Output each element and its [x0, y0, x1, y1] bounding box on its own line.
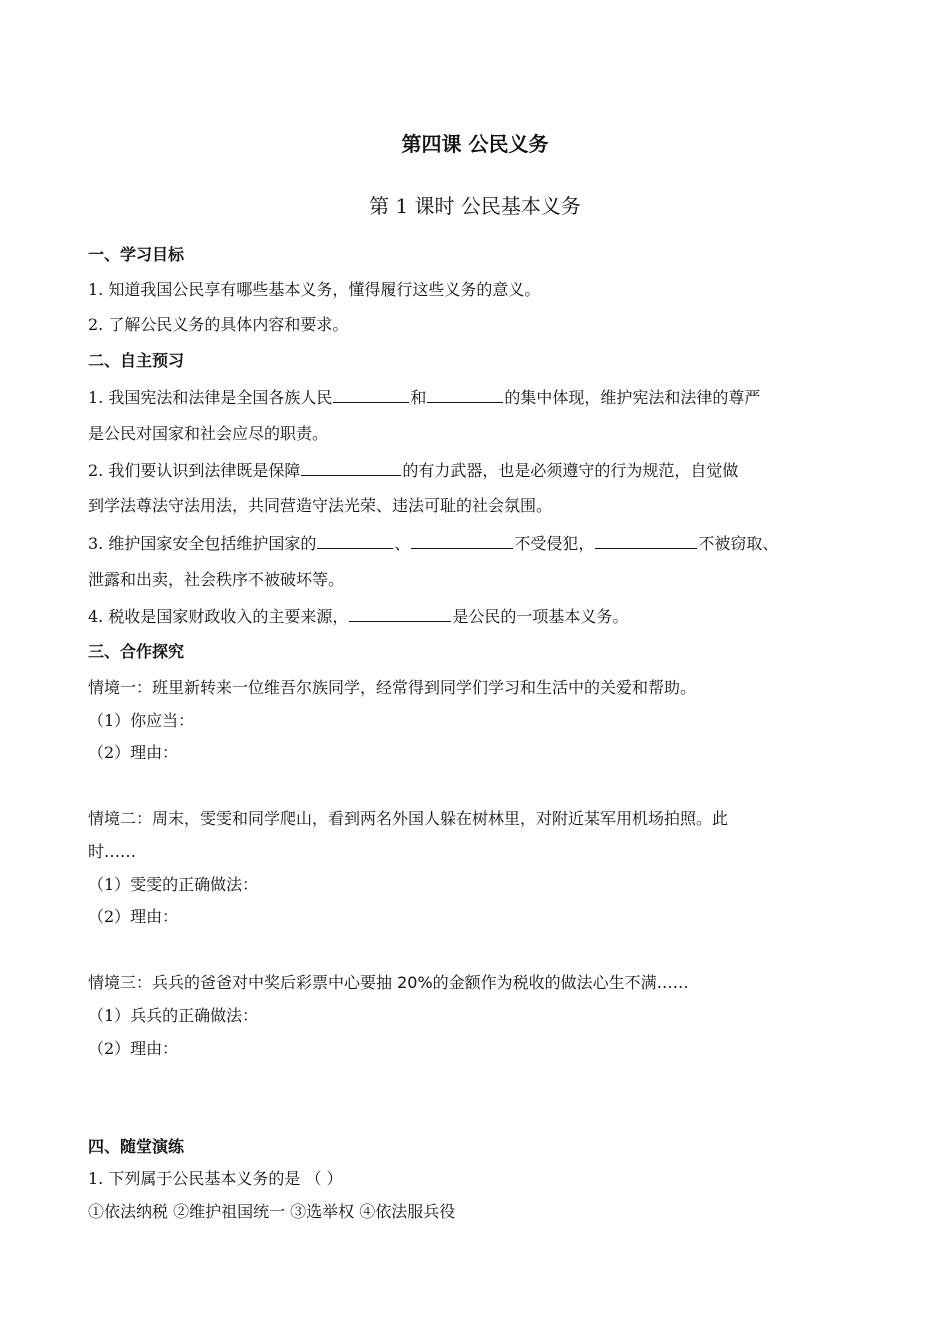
preview-q3-text-a: 3. 维护国家安全包括维护国家的: [88, 534, 317, 553]
preview-q4-text-b: 是公民的一项基本义务。: [452, 607, 629, 626]
preview-q2-line2: 到学法尊法守法用法，共同营造守法光荣、违法可耻的社会氛围。: [88, 496, 553, 515]
preview-q4-text-a: 4. 税收是国家财政收入的主要来源，: [88, 607, 349, 626]
fill-blank[interactable]: [427, 386, 503, 403]
objective-2: 2. 了解公民义务的具体内容和要求。: [88, 315, 349, 334]
case-3-text: 情境三：兵兵的爸爸对中奖后彩票中心要抽 20%的金额作为税收的做法心生不满……: [88, 973, 689, 992]
fill-blank[interactable]: [317, 532, 393, 549]
case-1-prompt-1: （1）你应当：: [88, 711, 195, 730]
case-3-prompt-2: （2）理由：: [88, 1039, 179, 1058]
fill-blank[interactable]: [411, 532, 513, 549]
preview-q1-line2: 是公民对国家和社会应尽的职责。: [88, 424, 329, 443]
section-heading-objectives: 一、学习目标: [88, 245, 185, 264]
objective-1: 1. 知道我国公民享有哪些基本义务，懂得履行这些义务的意义。: [88, 280, 541, 299]
preview-q1-text-c: 的集中体现，维护宪法和法律的尊严: [504, 388, 761, 407]
case-3-prompt-1: （1）兵兵的正确做法：: [88, 1006, 259, 1025]
lesson-title: 第四课 公民义务: [401, 132, 549, 156]
case-2-text-line1: 情境二：周末，雯雯和同学爬山，看到两名外国人躲在树林里，对附近某军用机场拍照。此: [88, 809, 729, 828]
section-heading-explore: 三、合作探究: [88, 642, 185, 661]
practice-options: ①依法纳税 ②维护祖国统一 ③选举权 ④依法服兵役: [88, 1202, 456, 1221]
preview-q1-text-a: 1. 我国宪法和法律是全国各族人民: [88, 388, 333, 407]
case-1-text: 情境一：班里新转来一位维吾尔族同学，经常得到同学们学习和生活中的关爱和帮助。: [88, 678, 697, 697]
preview-q2-text-b: 的有力武器，也是必须遵守的行为规范，自觉做: [402, 461, 739, 480]
preview-q1-line1: [88, 386, 868, 409]
case-2-prompt-1: （1）雯雯的正确做法：: [88, 875, 259, 894]
preview-q3-text-b: 、: [394, 534, 411, 553]
case-1-prompt-2: （2）理由：: [88, 743, 179, 762]
preview-q3-line2: 泄露和出卖，社会秩序不被破坏等。: [88, 570, 345, 589]
preview-q4-line1: [88, 605, 868, 628]
section-heading-preview: 二、自主预习: [88, 351, 185, 370]
case-2-prompt-2: （2）理由：: [88, 907, 179, 926]
section-heading-practice: 四、随堂演练: [88, 1137, 185, 1156]
fill-blank[interactable]: [333, 386, 409, 403]
preview-q3-text-c: 不受侵犯，: [514, 534, 595, 553]
preview-q1-text-b: 和: [410, 388, 427, 407]
practice-question-1: 1. 下列属于公民基本义务的是 （ ）: [88, 1169, 343, 1188]
preview-q2-text-a: 2. 我们要认识到法律既是保障: [88, 461, 301, 480]
fill-blank[interactable]: [595, 532, 697, 549]
preview-q3-text-d: 不被窃取、: [698, 534, 779, 553]
preview-q2-line1: [88, 459, 868, 482]
preview-q3-line1: [88, 532, 868, 555]
fill-blank[interactable]: [301, 459, 401, 476]
fill-blank[interactable]: [349, 605, 451, 622]
lesson-subtitle: 第 1 课时 公民基本义务: [369, 194, 581, 218]
case-2-text-line2: 时……: [88, 842, 137, 861]
